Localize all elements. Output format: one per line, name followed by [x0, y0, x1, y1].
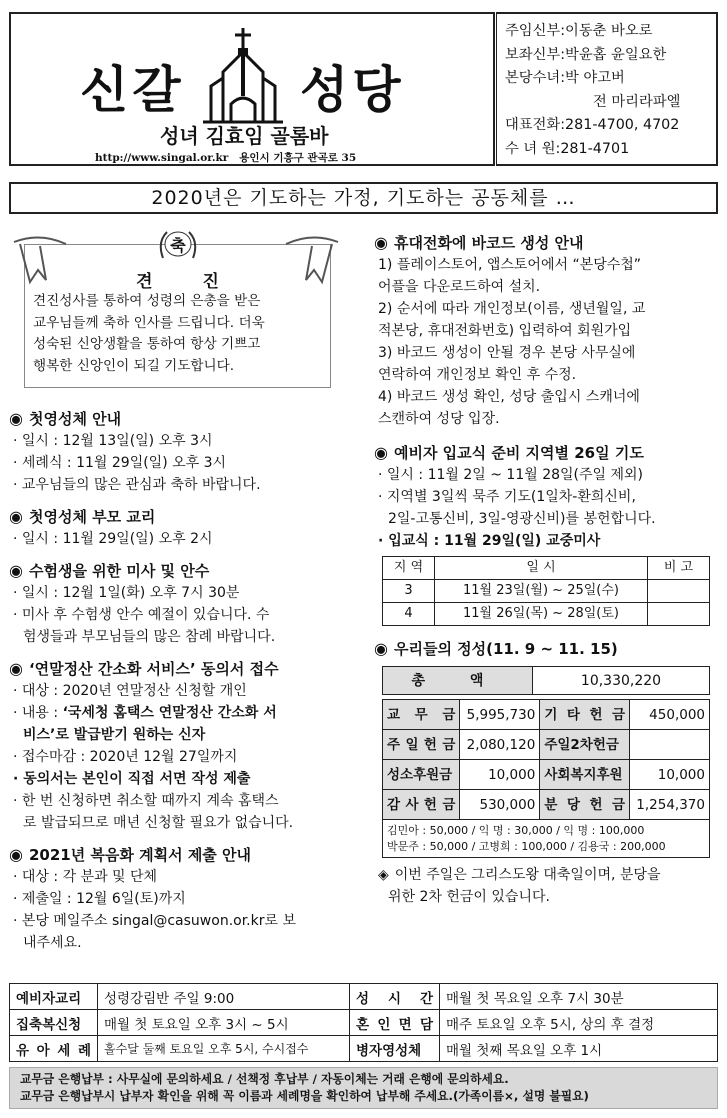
text-line: 4) 바코드 생성 확인, 성당 출입시 스캐너에	[378, 389, 640, 405]
text-line: · 일시 : 11월 2일 ~ 11월 28일(주일 제외)	[378, 467, 644, 483]
donor-notes	[383, 820, 710, 858]
notice-line: ◈ 이번 주일은 그리스도왕 대축일이며, 분당을	[378, 867, 661, 883]
text-line: 적본당, 휴대전화번호) 입력하여 회원가입	[378, 323, 632, 339]
text-line: · 제출일 : 12월 6일(토)까지	[13, 891, 186, 907]
year-theme: 2020년은 기도하는 가정, 기도하는 공동체를 …	[9, 182, 718, 214]
card-line: 성숙된 신앙생활을 통하여 항상 기쁘고	[33, 336, 261, 353]
left-column	[9, 408, 354, 954]
website-link[interactable]: http://www.singal.or.kr	[95, 152, 229, 164]
card-title: 견진	[136, 272, 269, 292]
offering-label: 성소후원금	[383, 760, 460, 790]
schedule-label: 혼 인 면 담	[350, 1010, 440, 1036]
table-row	[383, 820, 710, 858]
table-cell: 11월 26일(목) ~ 28일(토)	[435, 603, 648, 626]
offering-value: 10,000	[460, 760, 540, 790]
schedule-label: 성 시 간	[350, 984, 440, 1010]
schedule-value: 홀수달 둘째 토요일 오후 5시, 수시접수	[98, 1036, 350, 1062]
right-column	[374, 232, 720, 908]
text-line: · 대상 : 각 분과 및 단체	[13, 869, 158, 885]
schedule-label: 유 아 세 례	[10, 1036, 98, 1062]
church-logo-icon	[203, 26, 283, 124]
section-title-barcode: ◉ 휴대전화에 바코드 생성 안내	[374, 233, 584, 252]
section-bullet-icon: ◉	[374, 443, 388, 462]
address: 용인시 기흥구 관곡로 35	[239, 152, 357, 164]
table-header-cell: 비 고	[648, 557, 710, 580]
donor-line: 김민아 : 50,000 / 익 명 : 30,000 / 익 명 : 100,000	[387, 823, 645, 837]
web-address-line	[95, 150, 356, 165]
table-row	[383, 700, 710, 730]
text-line: · 접수마감 : 2020년 12월 27일까지	[13, 749, 238, 765]
text-line: · 한 번 신청하면 취소할 때까지 계속 홈택스	[13, 793, 279, 809]
table-row	[10, 984, 718, 1010]
info-line: 수 녀 원:281-4701	[505, 140, 630, 157]
table-cell: 3	[383, 580, 435, 603]
patron-saint: 성녀 김효임 골롬바	[160, 124, 329, 148]
text-line: · 지역별 3일씩 묵주 기도(1일차-환희신비,	[378, 489, 636, 505]
table-header-cell: 일 시	[435, 557, 648, 580]
offering-table	[382, 699, 710, 858]
table-row	[10, 1010, 718, 1036]
table-cell: 11월 23일(월) ~ 25일(수)	[435, 580, 648, 603]
text-line: 2) 순서에 따라 개인정보(이름, 생년월일, 교	[378, 301, 646, 317]
section-title-evangelization-plan: ◉ 2021년 복음화 계획서 제출 안내	[9, 845, 251, 864]
card-line: 견진성사를 통하여 성령의 은총을 받은	[33, 293, 261, 309]
schedule-label: 병자영성체	[350, 1036, 440, 1062]
schedule-value: 매월 첫째 목요일 오후 1시	[440, 1036, 718, 1062]
section-bullet-icon: ◉	[9, 409, 23, 428]
table-cell	[648, 580, 710, 603]
text-line: · 본당 메일주소 singal@casuwon.or.kr로 보	[13, 913, 296, 929]
text-line: · 일시 : 12월 13일(일) 오후 3시	[13, 433, 213, 449]
text-line: · 세례식 : 11월 29일(일) 오후 3시	[13, 455, 227, 471]
section-bullet-icon: ◉	[374, 639, 388, 658]
offering-label: 주일2차헌금	[540, 730, 630, 760]
table-row	[383, 667, 710, 695]
table-row	[383, 580, 710, 603]
section-bullet-icon: ◉	[374, 233, 388, 252]
table-row	[383, 760, 710, 790]
offering-label: 기 타 헌 금	[540, 700, 630, 730]
text-line: 2일-고통신비, 3일-영광신비)를 봉헌합니다.	[388, 511, 656, 527]
ribbon-right-icon	[282, 232, 342, 292]
section-title-offerings: ◉ 우리들의 정성(11. 9 ~ 11. 15)	[374, 639, 618, 658]
text-line: · 내용 : ‘국세청 홈택스 연말정산 간소화 서	[13, 705, 277, 721]
info-line: 주임신부:이동춘 바오로	[505, 23, 653, 39]
payment-notice	[9, 1067, 718, 1109]
schedule-label: 예비자교리	[10, 984, 98, 1010]
table-header-row	[383, 557, 710, 580]
table-row	[383, 730, 710, 760]
section-bullet-icon: ◉	[9, 507, 23, 526]
notice	[374, 864, 720, 908]
offering-label: 분 당 헌 금	[540, 790, 630, 820]
church-name-left: 신갈	[80, 60, 185, 119]
text-line: 내주세요.	[23, 935, 82, 951]
schedule-label: 집축복신청	[10, 1010, 98, 1036]
card-body	[33, 291, 324, 377]
table-cell	[648, 603, 710, 626]
info-line: 본당수녀:박 야고버	[505, 70, 625, 87]
text-line: 로 발급되므로 매년 신청할 필요가 없습니다.	[23, 815, 294, 831]
text-line: · 대상 : 2020년 연말정산 신청할 개인	[13, 683, 247, 699]
text-line: · 동의서는 본인이 직접 서면 작성 제출	[13, 771, 251, 787]
text-line: · 일시 : 11월 29일(일) 오후 2시	[13, 531, 213, 547]
text-line: · 일시 : 12월 1일(화) 오후 7시 30분	[13, 585, 240, 601]
offering-label: 사회복지후원	[540, 760, 630, 790]
prayer-schedule-table	[382, 556, 710, 626]
offering-label: 감 사 헌 금	[383, 790, 460, 820]
info-line: 대표전화:281-4700, 4702	[505, 117, 680, 134]
text-line: 스캔하여 성당 입장.	[378, 411, 500, 427]
schedule-table	[9, 983, 718, 1062]
card-line: 행복한 신앙인이 되길 기도합니다.	[33, 357, 235, 374]
section-title-catechumen: ◉ 예비자 입교식 준비 지역별 26일 기도	[374, 443, 644, 462]
text-line: 3) 바코드 생성이 안될 경우 본당 사무실에	[378, 345, 636, 361]
text-line: · 교우님들의 많은 관심과 축하 바랍니다.	[13, 477, 261, 493]
offering-value	[630, 730, 710, 760]
notice-line: 위한 2차 헌금이 있습니다.	[388, 889, 550, 905]
table-row	[383, 603, 710, 626]
section-title-parent-class: ◉ 첫영성체 부모 교리	[9, 507, 156, 526]
offering-label: 주 일 헌 금	[383, 730, 460, 760]
total-label: 총 액	[383, 667, 533, 695]
info-line: 보좌신부:박윤홉 윤일요한	[505, 46, 667, 63]
table-row	[10, 1036, 718, 1062]
schedule-value: 매주 토요일 오후 5시, 상의 후 결정	[440, 1010, 718, 1036]
text-line: · 미사 후 수험생 안수 예절이 있습니다. 수	[13, 607, 270, 623]
section-title-exam-mass: ◉ 수험생을 위한 미사 및 안수	[9, 561, 210, 580]
total-value: 10,330,220	[533, 667, 710, 695]
badge-text: 축	[170, 236, 186, 255]
offering-value: 530,000	[460, 790, 540, 820]
footer-line: 교무금 은행납부 : 사무실에 문의하세요 / 선책정 후납부 / 자동이체는 거래 은행에 문의하세요.	[20, 1072, 509, 1086]
text-line: 연락하여 개인정보 확인 후 수정.	[378, 367, 577, 383]
info-line: 전 마리라파엘	[593, 93, 681, 110]
schedule-value: 매월 첫 토요일 오후 3시 ~ 5시	[98, 1010, 350, 1036]
donor-line: 박문주 : 50,000 / 고병희 : 100,000 / 김용국 : 200,000	[387, 839, 666, 853]
offering-value: 450,000	[630, 700, 710, 730]
text-line: 1) 플레이스토어, 앱스토어에서 “본당수첩”	[378, 257, 642, 273]
text-line: 험생들과 부모님들의 많은 참례 바랍니다.	[23, 629, 276, 645]
table-header-cell: 지 역	[383, 557, 435, 580]
text-line: 어플을 다운로드하여 설치.	[378, 279, 541, 295]
schedule-value: 매월 첫 목요일 오후 7시 30분	[440, 984, 718, 1010]
offering-label: 교 무 금	[383, 700, 460, 730]
table-cell: 4	[383, 603, 435, 626]
table-row	[383, 790, 710, 820]
diamond-icon: ◈	[378, 867, 389, 883]
celebration-badge	[155, 228, 201, 264]
offering-value: 1,254,370	[630, 790, 710, 820]
section-bullet-icon: ◉	[9, 845, 23, 864]
ceremony-line: · 입교식 : 11월 29일(일) 교중미사	[378, 533, 601, 549]
schedule-value: 성령강림반 주일 9:00	[98, 984, 350, 1010]
offering-value: 10,000	[630, 760, 710, 790]
church-name-right: 성당	[300, 60, 405, 119]
section-bullet-icon: ◉	[9, 659, 23, 678]
offering-total-table	[382, 666, 710, 695]
clergy-info	[496, 12, 718, 166]
footer-line: 교무금 은행납부시 납부자 확인을 위해 꼭 이름과 세례명을 확인하여 납부해 주세요.(가족이름×, 설명 불필요)	[20, 1089, 589, 1103]
offering-value: 5,995,730	[460, 700, 540, 730]
offering-value: 2,080,120	[460, 730, 540, 760]
ribbon-left-icon	[10, 232, 70, 292]
section-bullet-icon: ◉	[9, 561, 23, 580]
section-title-first-communion: ◉ 첫영성체 안내	[9, 409, 122, 428]
section-title-tax-consent: ◉ ‘연말정산 간소화 서비스’ 동의서 접수	[9, 659, 279, 678]
text-line: 비스’로 발급받기 원하는 신자	[23, 727, 206, 743]
card-line: 교우님들께 축하 인사를 드립니다. 더욱	[33, 314, 265, 331]
